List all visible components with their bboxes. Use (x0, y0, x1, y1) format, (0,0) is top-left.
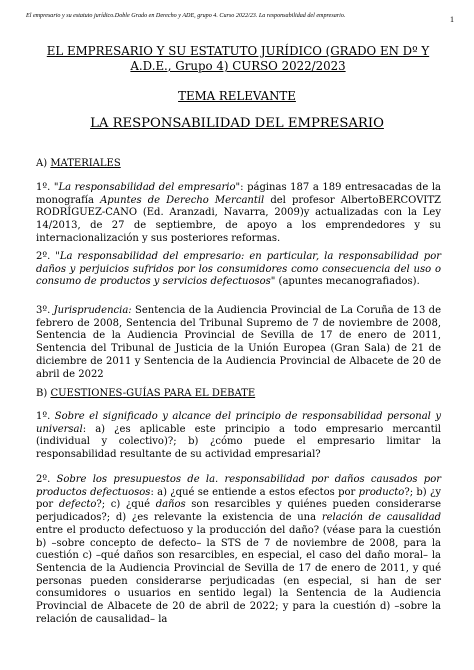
material-3-paragraph (36, 305, 441, 381)
material-3-label: Jurisprudencia: (53, 305, 132, 316)
question-1-text: : a) ¿es aplicable este principio a todo empresario mercantil (individual y colectivo)?; b) ¿cómo puede el empresario limitar la responsabilidad resultante de su actividad empresarial? (36, 423, 441, 461)
question-2-text-c: ?; c) ¿qué (96, 499, 156, 511)
question-1-number: 1º. (36, 411, 55, 422)
section-a-heading (36, 158, 121, 169)
question-2-text-a: : a) ¿qué se entiende a estos efectos por (150, 486, 359, 498)
material-2-number: 2º. (36, 251, 56, 262)
material-2-paragraph (36, 251, 441, 289)
document-title (20, 44, 456, 74)
material-1-paragraph (36, 182, 441, 246)
title-line-1: EL EMPRESARIO Y SU ESTATUTO JURÍDICO (GRADO EN Dº Y (46, 44, 430, 58)
question-2-relacion-causalidad: relación de causalidad (321, 512, 441, 524)
question-2-number: 2º. (36, 474, 57, 485)
section-a-prefix: A) (36, 158, 51, 169)
page-number: 1 (450, 15, 454, 24)
main-heading: LA RESPONSABILIDAD DEL EMPRESARIO (90, 116, 384, 131)
question-2-producto: producto (358, 486, 405, 498)
section-a-label: MATERIALES (50, 158, 121, 169)
material-2-title: "La responsabilidad del empresario: en particular, la responsabilidad por daños y perjuicios sufridos por los consumidores como consecuencia del uso o consumo de productos y servicios defectuosos" (36, 251, 441, 288)
material-2-text: (apuntes mecanografiados). (275, 276, 420, 288)
material-1-number: 1º. (36, 182, 54, 193)
material-1-text-a: : páginas 187 a 189 entresacadas de la monografía (36, 182, 442, 206)
question-1-paragraph (36, 411, 441, 462)
material-1-title: "La responsabilidad del empresario" (53, 182, 241, 193)
question-1-title: Sobre el significado y alcance del principio de responsabilidad personal y universal (36, 411, 441, 435)
section-b-label: CUESTIONES-GUÍAS PARA EL DEBATE (50, 388, 256, 399)
question-2-defecto: defecto (58, 499, 97, 511)
question-2-danos: daños (155, 499, 186, 511)
question-2-title: Sobre los presupuestos de la. responsabilidad por daños causados por productos defectuosos (36, 474, 441, 498)
question-2-text-d: son resarcibles y quiénes pueden considerarse perjudicados?; d) ¿es relevante la existencia de una (36, 499, 441, 524)
material-1-book-title: Apuntes de Derecho Mercantil (100, 194, 265, 206)
question-2-paragraph (36, 474, 441, 626)
title-line-2: A.D.E., Grupo 4) CURSO 2022/2023 (130, 59, 346, 73)
material-1-text-b: del profesor AlbertoBERCOVITZ RODRÍGUEZ-CANO (Ed. Aranzadi, Navarra, 2009)y actualizadas con la Ley 14/2013, de 27 de septiembre, de apoyo a los emprendedores y su internacionalización y sus posteriores reformas. (36, 194, 441, 244)
question-2-text-b: ?; b) ¿y por (36, 486, 442, 511)
question-2-text-e: entre el producto defectuoso y la producción del daño? (véase para la cuestión b) –sobre concepto de defecto– la STS de 7 de noviembre de 2008, para la cuestión c) –qué daños son resarcibles, en especial, el caso del daño moral– la Sentencia de la Audiencia Provincial de Sevilla de 17 de enero de 2011, y qué personas pueden considerarse perjudicadas (en especial, si han de ser consumidores o usuarios en sentido legal) la Sentencia de la Audiencia Provincial de Albacete de 20 de abril de 2022; y para la cuestión d) –sobre la relación de causalidad– la (36, 524, 441, 625)
section-b-heading (36, 388, 255, 399)
material-3-number: 3º. (36, 305, 54, 316)
section-b-prefix: B) (36, 388, 51, 399)
tema-relevante-heading: TEMA RELEVANTE (178, 89, 296, 103)
material-3-text: Sentencia de la Audiencia Provincial de La Coruña de 13 de febrero de 2008, Sentencia del Tribunal Supremo de 7 de noviembre de 2008, Sentencia de la Audiencia Provincial de Sevilla de 17 de enero de 2011, Sentencia del Tribunal de Justicia de la Unión Europea (Gran Sala) de 21 de diciembre de 2011 y Sentencia de la Audiencia Provincial de Albacete de 20 de abril de 2022 (36, 305, 442, 380)
running-header: El empresario y su estatuto jurídico.Doble Grado en Derecho y ADE, grupo 4. Curso 2022/23. La responsabilidad del empresario. (26, 13, 346, 19)
